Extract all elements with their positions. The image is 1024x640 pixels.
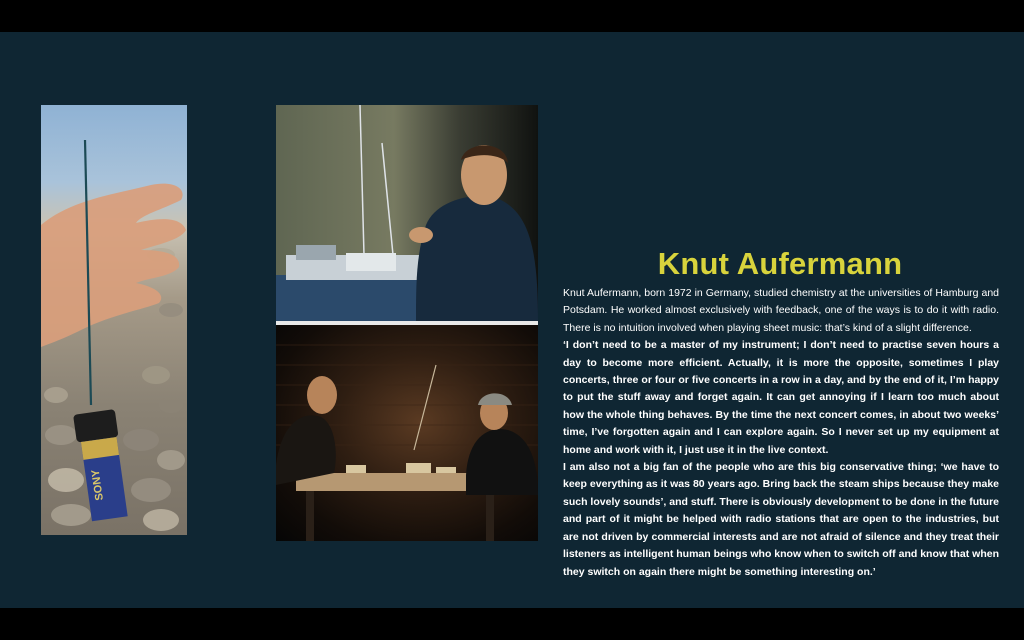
- photo-concert-stack: [276, 105, 538, 541]
- letterbox-top: [0, 0, 1024, 32]
- photo-hand-antenna-battery: [41, 105, 187, 535]
- photo-duo-performance: [276, 325, 538, 541]
- hand-antenna-illustration: [41, 105, 187, 535]
- photo-performer-with-antennas: [276, 105, 538, 321]
- quote-paragraph-2: I am also not a big fan of the people who are this big conservative thing; ‘we have to keep everything as it was 80 years ago. Bring back the steam ships because they make such lovely sounds’, and stuff. There is obviously development to be done in the future and part of it might be helped with radio stations that are open to the industries, but are not driven by commercial interests and are not afraid of silence and they treat their listeners as intelligent human beings who know when to switch off and know that when they switch on again there might be something interesting on.’: [563, 461, 999, 578]
- quote-paragraph-1: ‘I don’t need to be a master of my instrument; I don’t need to practise seven hours a day to become more efficient. Actually, it is more the opposite, sometimes I play concerts, three or four or five concerts in a row in a day, and by the end of it, I’m happy to put the stuff away and forget again. It can get annoying if I learn too much about how the whole thing behaves. By the time the next concert comes, in about two weeks’ time, I’ve forgotten again and I can explore again. So I never set up my equipment at home and work with it, I just use it in the live context.: [563, 339, 999, 456]
- battery-brand-label: SONY: [89, 468, 106, 502]
- page-title: Knut Aufermann: [657, 246, 903, 281]
- letterbox-bottom: [0, 608, 1024, 640]
- slide-page: [0, 32, 1024, 608]
- article-body: [563, 285, 999, 581]
- intro-paragraph: Knut Aufermann, born 1972 in Germany, studied chemistry at the universities of Hamburg and Potsdam. He worked almost exclusively with feedback, one of the ways is to do it with radio. There is no intuition involved when playing sheet music: that’s kind of a slight difference.: [563, 287, 999, 334]
